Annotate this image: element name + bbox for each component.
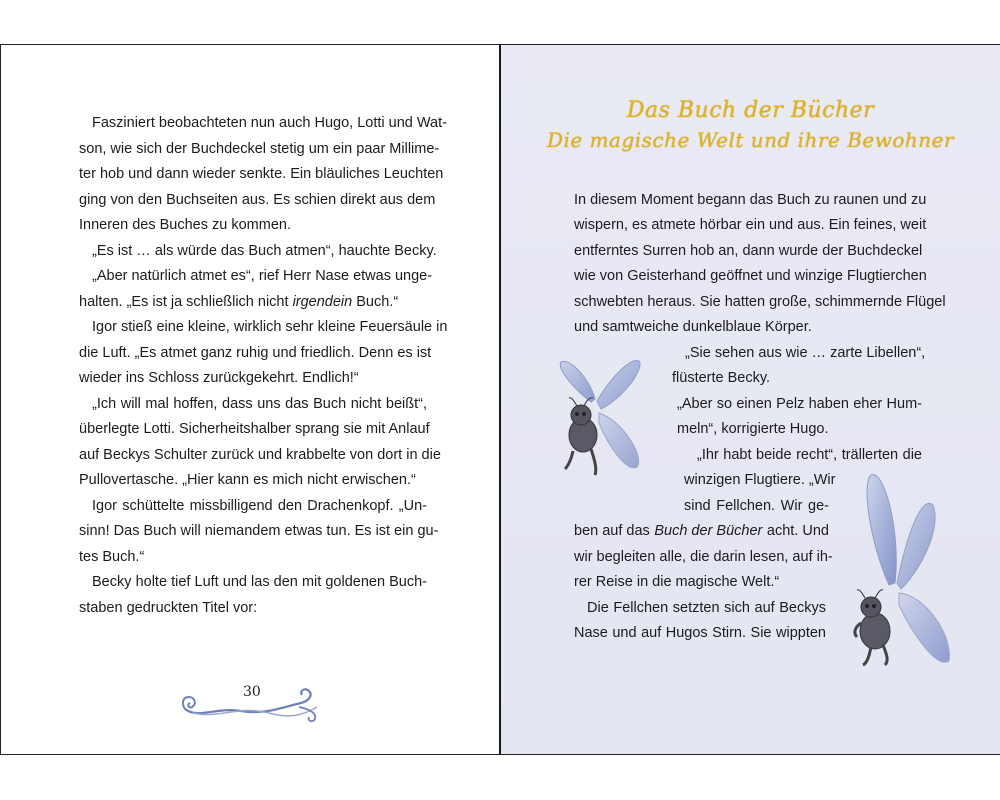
text-line: Igor stieß eine kleine, wirklich sehr kleine Feuersäule in [92, 319, 448, 335]
text-line: „Es ist … als würde das Buch atmen“, hauchte Becky. [92, 243, 437, 259]
text-span: halten. „Es ist ja schließlich nicht [79, 294, 289, 310]
text-line: entferntes Surren hob an, dann wurde der Buchdeckel [574, 243, 923, 259]
text-line: „Ihr habt beide recht“, trällerten die [697, 447, 922, 463]
text-line [574, 522, 829, 540]
text-line: Pullovertasche. „Hier kann es mich nicht erwischen.“ [79, 472, 416, 488]
text-line: Igor schüttelte missbilligend den Drachenkopf. „Un- [92, 498, 427, 514]
text-line: überlegte Lotti. Sicherheitshalber sprang sie mit Anlauf [79, 421, 430, 437]
emphasis-text: Buch der Bücher [654, 523, 763, 539]
right-page [501, 44, 1000, 755]
text-line: „Ich will mal hoffen, dass uns das Buch nicht beißt“, [92, 396, 427, 412]
text-line: wir begleiten alle, die darin lesen, auf ih- [574, 549, 833, 565]
text-line: „Aber so einen Pelz haben eher Hum- [677, 396, 922, 412]
chapter-title-line-2: Die magische Welt und ihre Bewohner [546, 128, 955, 152]
book-spread [0, 44, 1000, 754]
text-line: die Luft. „Es atmet ganz ruhig und friedlich. Denn es ist [79, 345, 432, 361]
text-line [79, 293, 398, 311]
text-line: ging von den Buchseiten aus. Es schien direkt aus dem [79, 192, 436, 208]
text-line: Inneren des Buches zu kommen. [79, 217, 291, 233]
text-span: acht. Und [766, 523, 829, 539]
text-line: tes Buch.“ [79, 549, 145, 565]
page-number: 30 [243, 684, 261, 700]
text-line: Becky holte tief Luft und las den mit goldenen Buch- [92, 574, 427, 590]
text-line: ter hob und dann wieder senkte. Ein bläuliches Leuchten [79, 166, 444, 182]
text-line: staben gedruckten Titel vor: [79, 600, 258, 616]
text-line: „Aber natürlich atmet es“, rief Herr Nase etwas unge- [92, 268, 433, 284]
text-line: son, wie sich der Buchdeckel stetig um ein paar Millime- [79, 141, 440, 157]
text-span: ben auf das [574, 523, 650, 539]
text-line: wie von Geisterhand geöffnet und winzige Flugtierchen [574, 268, 927, 284]
emphasis-text: irgendein [292, 294, 353, 310]
text-line: sinn! Das Buch will niemandem etwas tun. Es ist ein gu- [79, 523, 439, 539]
text-line: auf Beckys Schulter zurück und krabbelte von dort in die [79, 447, 441, 463]
fairy-illustration-left [551, 357, 651, 487]
text-line: winzigen Flugtiere. „Wir [684, 472, 836, 488]
text-line: sind Fellchen. Wir ge- [684, 498, 829, 514]
text-line: rer Reise in die magische Welt.“ [574, 574, 780, 590]
text-span: Buch.“ [352, 294, 399, 310]
text-line: wieder ins Schloss zurückgekehrt. Endlich!“ [79, 370, 359, 386]
text-line: In diesem Moment begann das Buch zu raunen und zu [574, 192, 927, 208]
left-page-text [1, 45, 500, 754]
text-line: wispern, es atmete hörbar ein und aus. Ein feines, weit [574, 217, 927, 233]
text-line: meln“, korrigierte Hugo. [677, 421, 829, 437]
text-line: Die Fellchen setzten sich auf Beckys [587, 600, 826, 616]
text-line: Nase und auf Hugos Stirn. Sie wippten [574, 625, 826, 641]
text-line: „Sie sehen aus wie … zarte Libellen“, [685, 345, 926, 361]
text-line: Fasziniert beobachteten nun auch Hugo, Lotti und Wat- [92, 115, 447, 131]
chapter-title-line-1: Das Buch der Bücher [626, 98, 875, 123]
text-line: und samtweiche dunkelblaue Körper. [574, 319, 812, 335]
fairy-illustration-right [841, 465, 961, 675]
left-page [0, 44, 500, 755]
text-line: flüsterte Becky. [672, 370, 771, 386]
text-line: schwebten heraus. Sie hatten große, schimmernde Flügel [574, 294, 946, 310]
